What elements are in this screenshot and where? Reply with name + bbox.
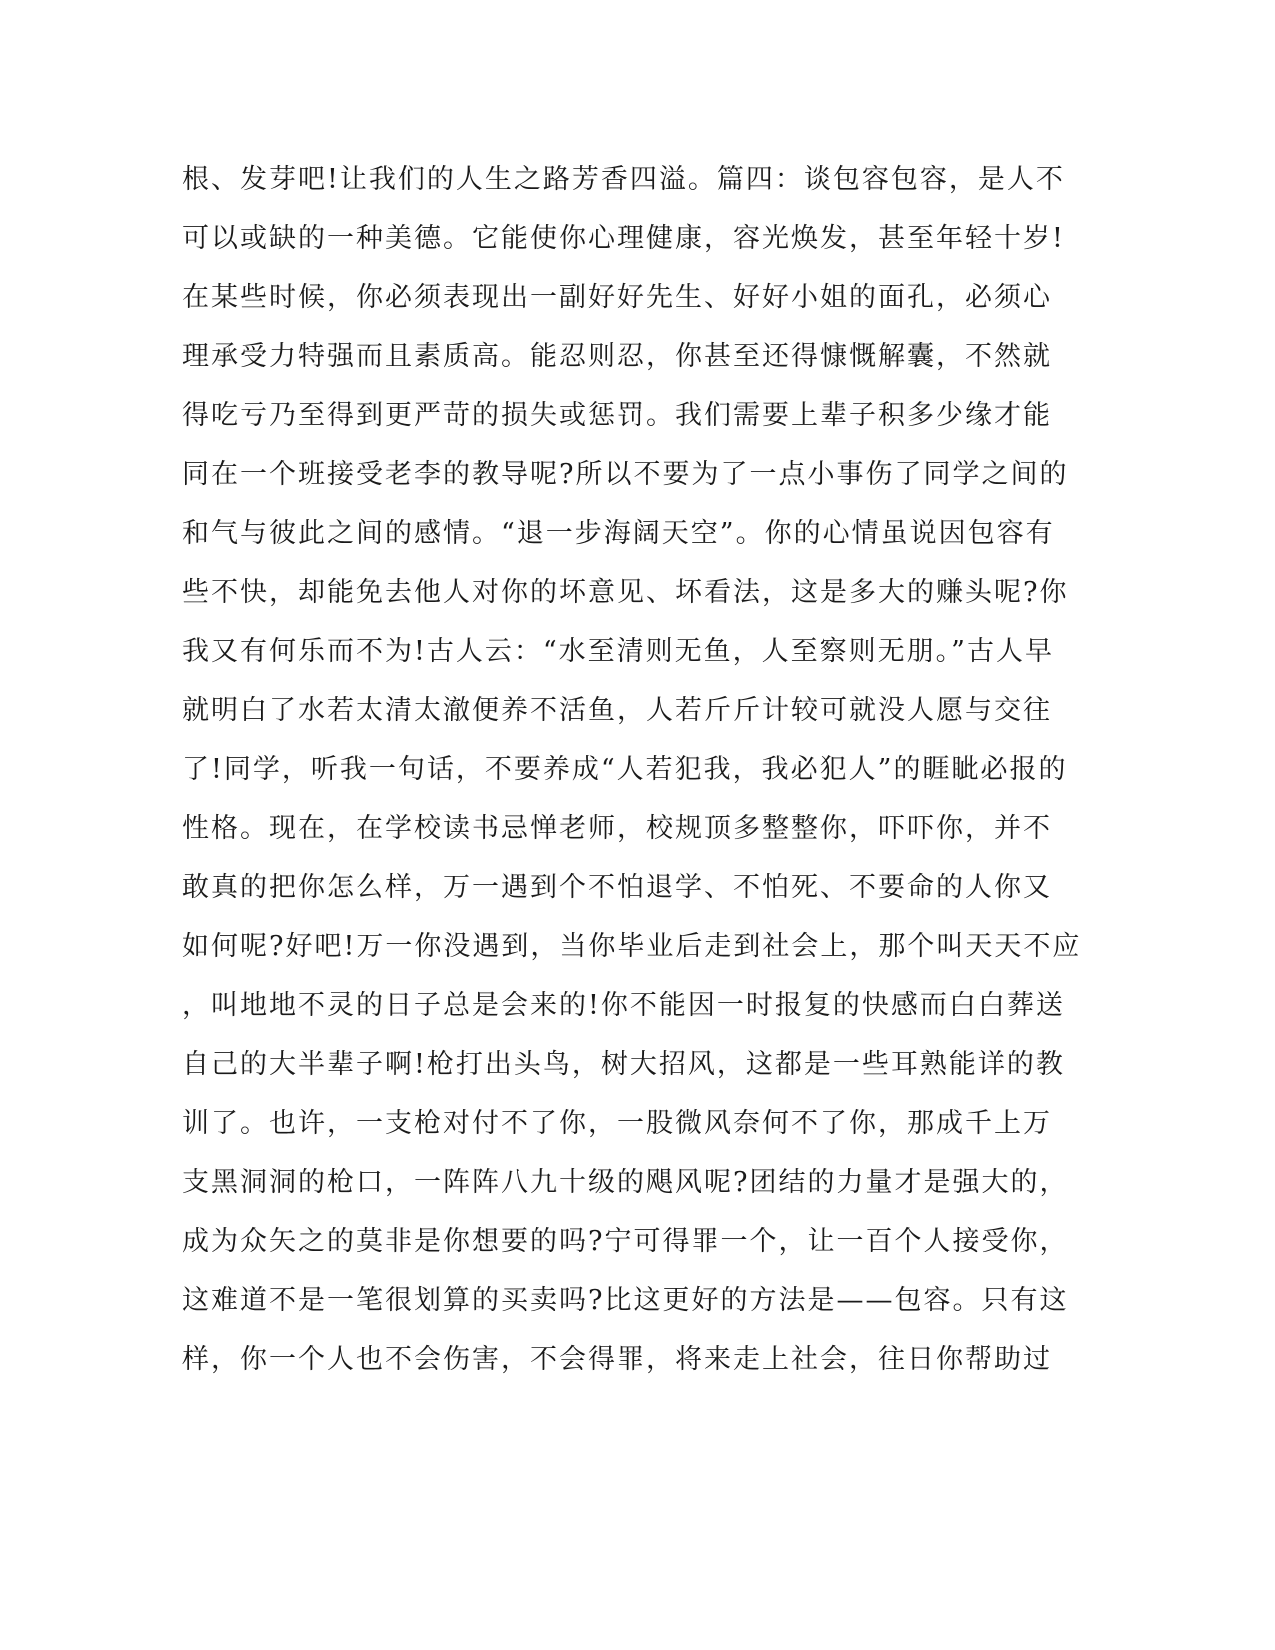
text-line: 支黑洞洞的枪口，一阵阵八九十级的飓风呢?团结的力量才是强大的， xyxy=(182,1167,1069,1198)
text-line: 在某些时候，你必须表现出一副好好先生、好好小姐的面孔，必须心 xyxy=(182,282,1052,313)
text-line: 和气与彼此之间的感情。“退一步海阔天空”。你的心情虽说因包容有 xyxy=(182,518,1055,549)
text-line: 理承受力特强而且素质高。能忍则忍，你甚至还得慷慨解囊，不然就 xyxy=(182,341,1052,372)
text-line: 些不快，却能免去他人对你的坏意见、坏看法，这是多大的赚头呢?你 xyxy=(182,577,1069,608)
text-line: 训了。也许，一支枪对付不了你，一股微风奈何不了你，那成千上万 xyxy=(182,1108,1052,1139)
text-line: 同在一个班接受老李的教导呢?所以不要为了一点小事伤了同学之间的 xyxy=(182,459,1069,490)
text-line: 性格。现在，在学校读书忌惮老师，校规顶多整整你，吓吓你，并不 xyxy=(182,813,1052,844)
text-line: 如何呢?好吧!万一你没遇到，当你毕业后走到社会上，那个叫天天不应 xyxy=(182,931,1082,962)
text-line: 得吃亏乃至得到更严苛的损失或惩罚。我们需要上辈子积多少缘才能 xyxy=(182,400,1052,431)
text-line: 就明白了水若太清太澈便养不活鱼，人若斤斤计较可就没人愿与交往 xyxy=(182,695,1052,726)
text-line: ，叫地地不灵的日子总是会来的!你不能因一时报复的快感而白白葬送 xyxy=(182,990,1065,1021)
text-line: 样，你一个人也不会伤害，不会得罪，将来走上社会，往日你帮助过 xyxy=(182,1344,1052,1375)
body-text xyxy=(182,150,1082,1389)
text-line: 可以或缺的一种美德。它能使你心理健康，容光焕发，甚至年轻十岁! xyxy=(182,223,1065,254)
text-line: 成为众矢之的莫非是你想要的吗?宁可得罪一个，让一百个人接受你， xyxy=(182,1226,1069,1257)
text-line: 敢真的把你怎么样，万一遇到个不怕退学、不怕死、不要命的人你又 xyxy=(182,872,1052,903)
text-line: 我又有何乐而不为!古人云：“水至清则无鱼，人至察则无朋。”古人早 xyxy=(182,636,1054,667)
text-line: 了!同学，听我一句话，不要养成“人若犯我，我必犯人”的睚眦必报的 xyxy=(182,754,1068,785)
text-line: 这难道不是一笔很划算的买卖吗?比这更好的方法是——包容。只有这 xyxy=(182,1285,1069,1316)
text-line: 自己的大半辈子啊!枪打出头鸟，树大招风，这都是一些耳熟能详的教 xyxy=(182,1049,1065,1080)
text-line: 根、发芽吧!让我们的人生之路芳香四溢。篇四：谈包容包容，是人不 xyxy=(182,164,1065,195)
